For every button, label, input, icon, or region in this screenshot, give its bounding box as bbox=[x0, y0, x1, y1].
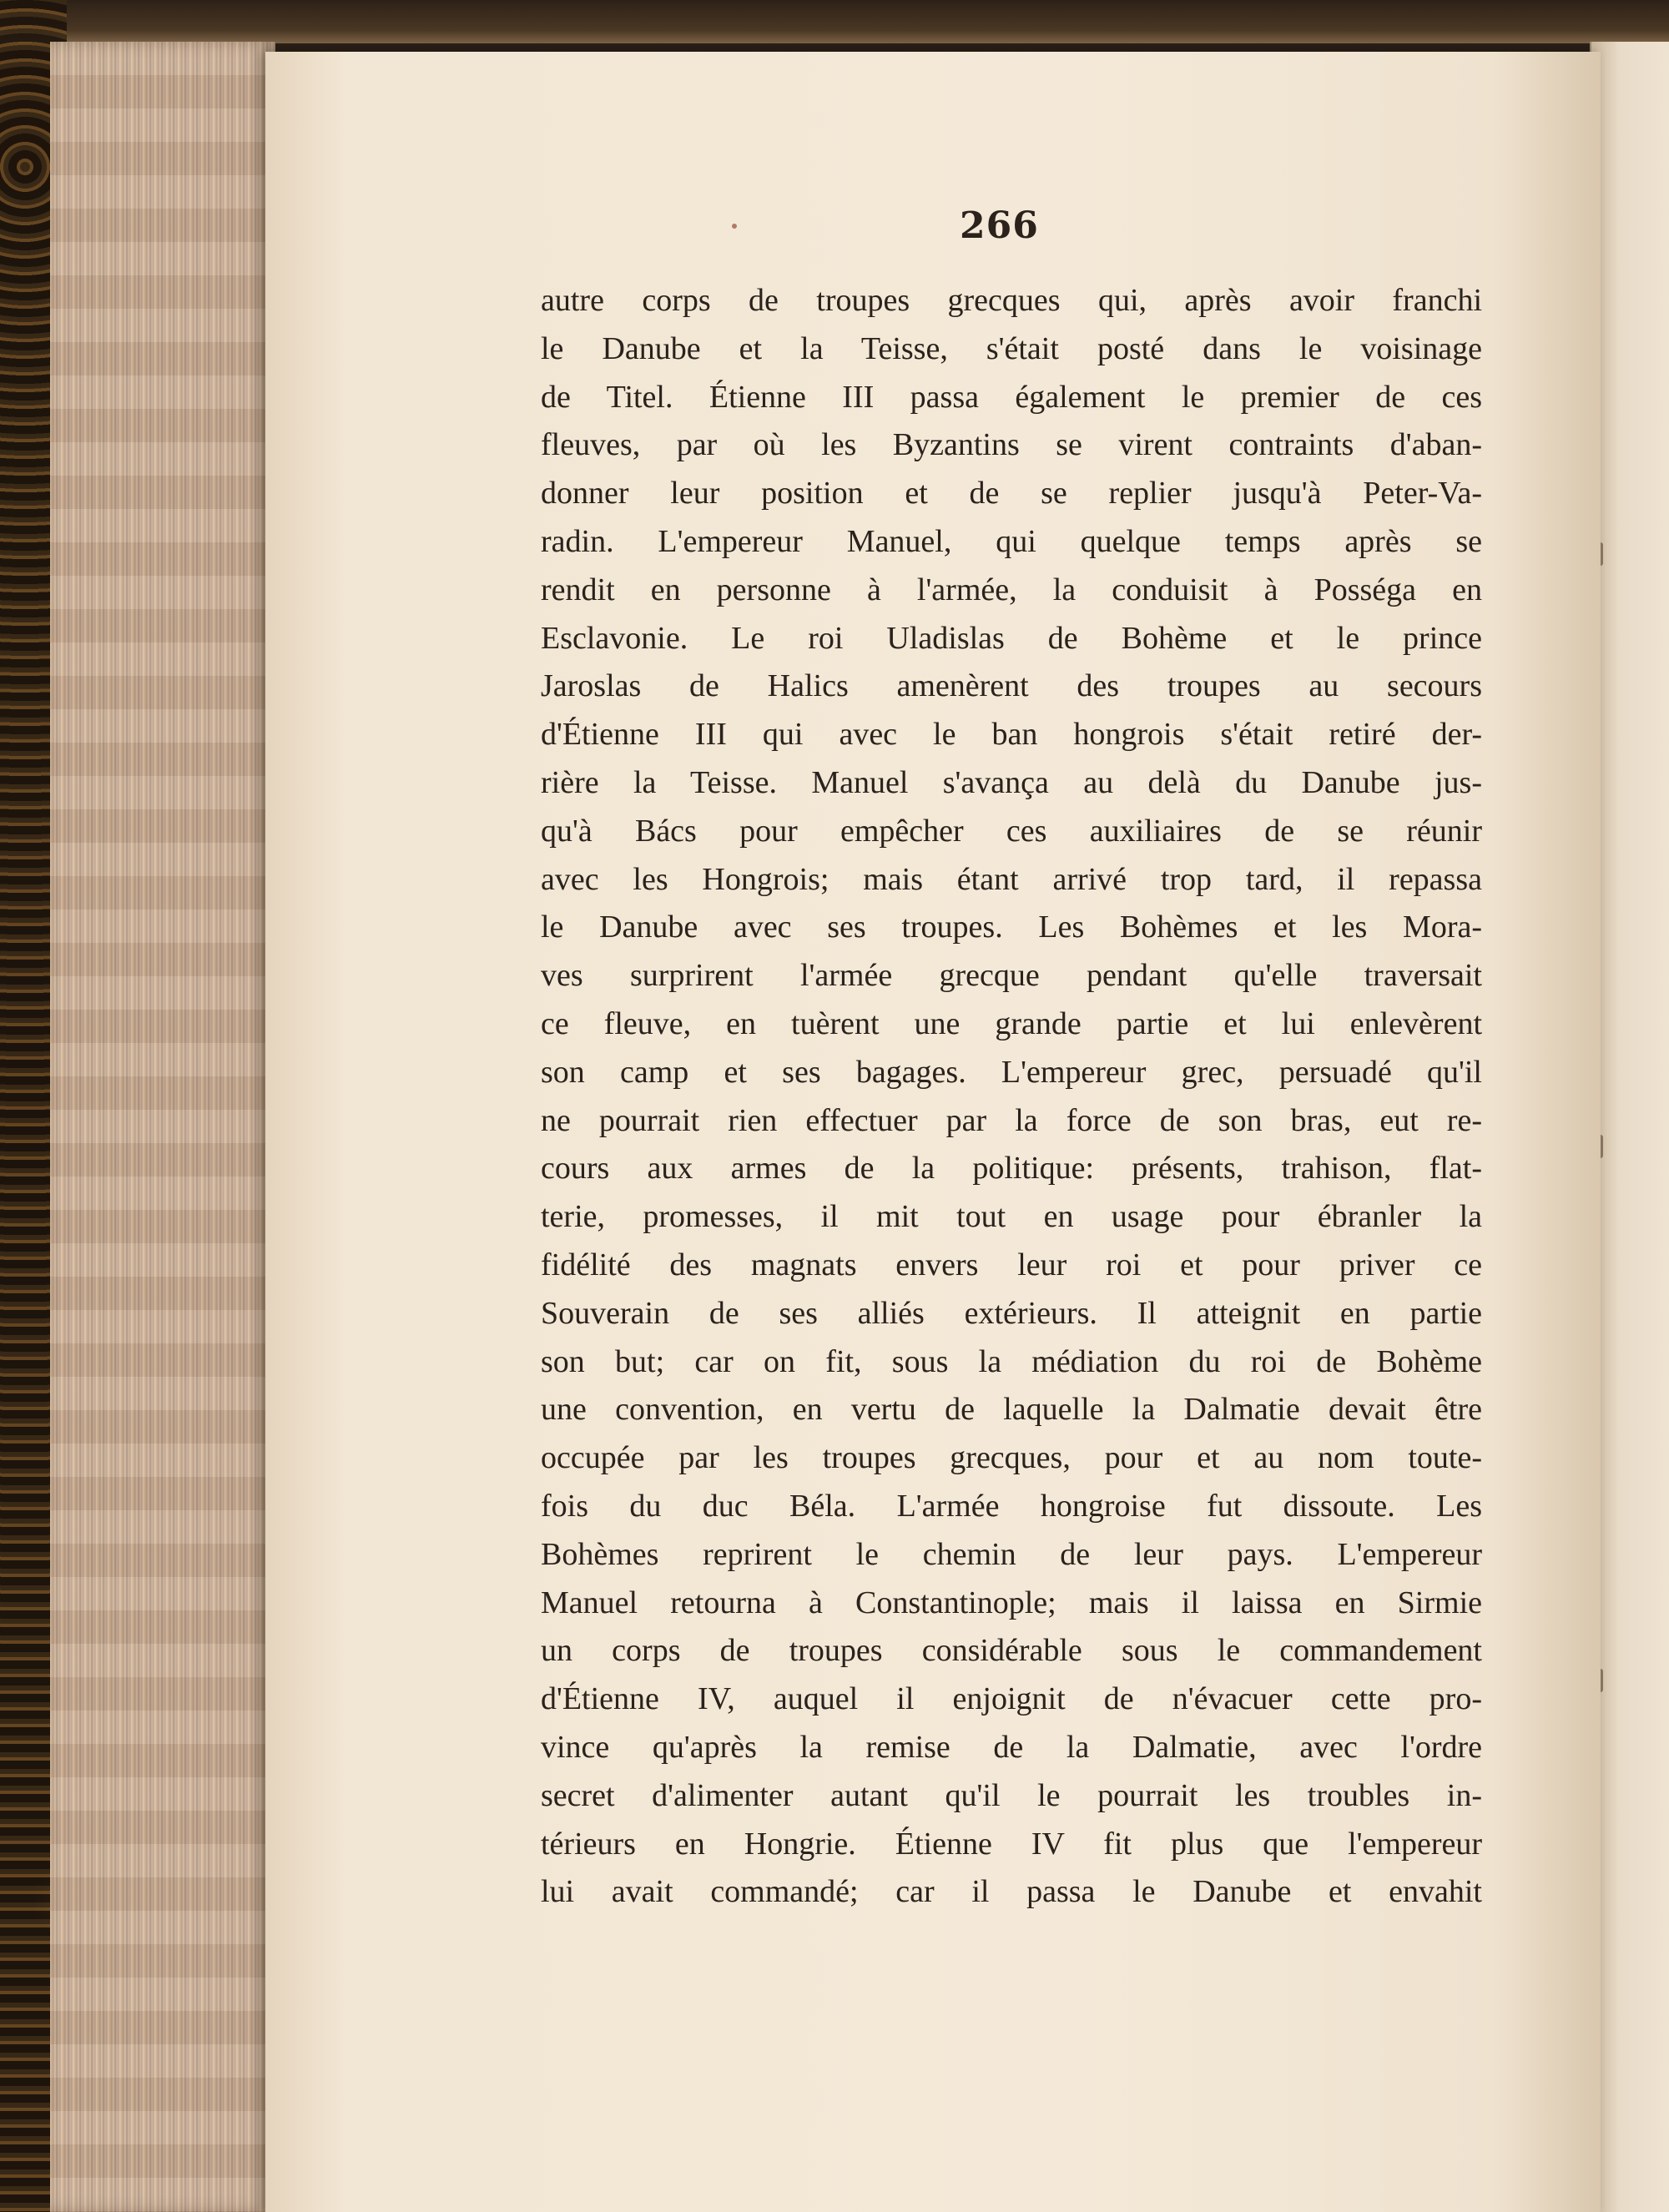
text-line: radin. L'empereur Manuel, qui quelque temps après se bbox=[541, 523, 1482, 559]
text-line: Bohèmes reprirent le chemin de leur pays. L'empereur bbox=[541, 1536, 1482, 1572]
text-line: ne pourrait rien effectuer par la force de son bras, eut re- bbox=[541, 1102, 1482, 1138]
body-text bbox=[541, 277, 1482, 1917]
text-line: occupée par les troupes grecques, pour et au nom toute- bbox=[541, 1440, 1482, 1476]
text-line: autre corps de troupes grecques qui, après avoir franchi bbox=[541, 283, 1482, 318]
text-line: vince qu'après la remise de la Dalmatie, avec l'ordre bbox=[541, 1729, 1482, 1765]
text-line: lui avait commandé; car il passa le Danube et envahit bbox=[541, 1874, 1482, 1910]
text-line: son but; car on fit, sous la médiation du roi de Bohème bbox=[541, 1343, 1482, 1379]
stacked-page-edges bbox=[50, 42, 275, 2212]
facing-page-edge bbox=[1590, 42, 1669, 2212]
text-line: le Danube et la Teisse, s'était posté dans le voisinage bbox=[541, 330, 1482, 366]
text-line: Jaroslas de Halics amenèrent des troupes au secours bbox=[541, 668, 1482, 704]
page-number: 266 bbox=[960, 204, 1039, 247]
text-line: de Titel. Étienne III passa également le premier de ces bbox=[541, 379, 1482, 415]
text-line: secret d'alimenter autant qu'il le pourrait les troubles in- bbox=[541, 1777, 1482, 1813]
text-line: son camp et ses bagages. L'empereur grec, persuadé qu'il bbox=[541, 1054, 1482, 1090]
text-line: rendit en personne à l'armée, la conduisit à Posséga en bbox=[541, 572, 1482, 607]
text-line: d'Étienne III qui avec le ban hongrois s'était retiré der- bbox=[541, 717, 1482, 753]
text-line: qu'à Bács pour empêcher ces auxiliaires de se réunir bbox=[541, 813, 1482, 849]
text-line: une convention, en vertu de laquelle la Dalmatie devait être bbox=[541, 1392, 1482, 1428]
ink-speck bbox=[732, 224, 737, 229]
text-line: le Danube avec ses troupes. Les Bohèmes et les Mora- bbox=[541, 909, 1482, 945]
text-line: avec les Hongrois; mais étant arrivé trop tard, il repassa bbox=[541, 861, 1482, 897]
text-line: Souverain de ses alliés extérieurs. Il atteignit en partie bbox=[541, 1295, 1482, 1331]
text-line: cours aux armes de la politique: présents, trahison, flat- bbox=[541, 1151, 1482, 1187]
text-line: térieurs en Hongrie. Étienne IV fit plus que l'empereur bbox=[541, 1826, 1482, 1862]
book-top-edge bbox=[0, 0, 1669, 43]
text-line: Manuel retourna à Constantinople; mais il laissa en Sirmie bbox=[541, 1585, 1482, 1620]
text-line: terie, promesses, il mit tout en usage pour ébranler la bbox=[541, 1199, 1482, 1235]
text-line: d'Étienne IV, auquel il enjoignit de n'évacuer cette pro- bbox=[541, 1681, 1482, 1717]
text-line: rière la Teisse. Manuel s'avança au delà du Danube jus- bbox=[541, 764, 1482, 800]
text-line: ce fleuve, en tuèrent une grande partie et lui enlevèrent bbox=[541, 1005, 1482, 1041]
text-line: fleuves, par où les Byzantins se virent contraints d'aban- bbox=[541, 427, 1482, 463]
text-line: fidélité des magnats envers leur roi et pour priver ce bbox=[541, 1247, 1482, 1282]
text-line: Esclavonie. Le roi Uladislas de Bohème et le prince bbox=[541, 620, 1482, 656]
text-line: fois du duc Béla. L'armée hongroise fut dissoute. Les bbox=[541, 1488, 1482, 1524]
text-line: un corps de troupes considérable sous le commandement bbox=[541, 1633, 1482, 1669]
text-line: donner leur position et de se replier jusqu'à Peter-Va- bbox=[541, 476, 1482, 511]
text-line: ves surprirent l'armée grecque pendant qu'elle traversait bbox=[541, 958, 1482, 994]
